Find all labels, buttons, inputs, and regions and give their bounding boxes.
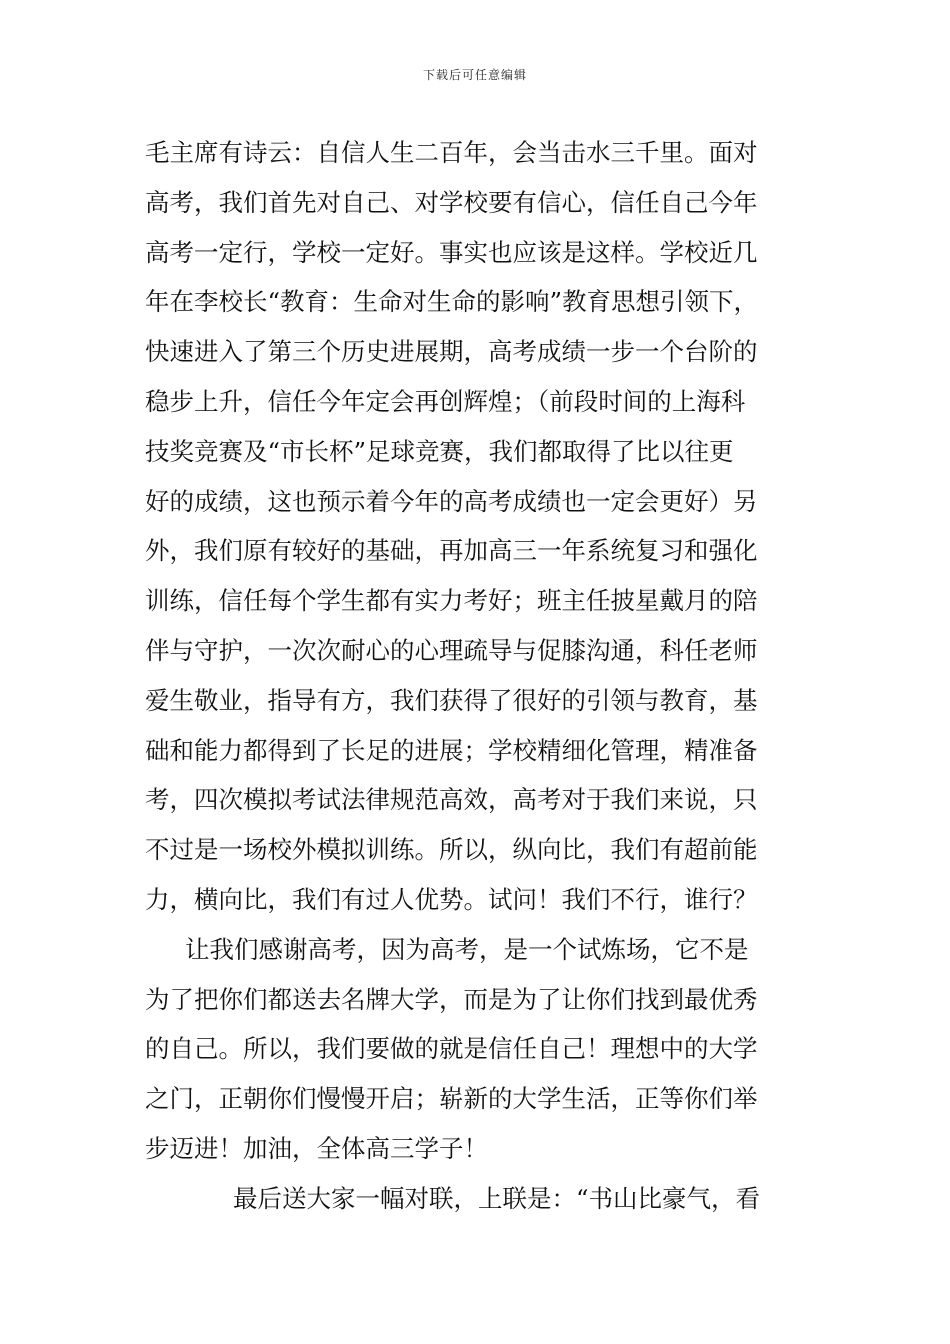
text-line: 为了把你们都送去名牌大学，而是为了让你们找到最优秀 [145, 984, 758, 1014]
text-line: 不过是一场校外模拟训练。所以，纵向比，我们有超前能 [145, 835, 758, 865]
text-line: 好的成绩，这也预示着今年的高考成绩也一定会更好）另 [145, 486, 758, 516]
text-line: 爱生敬业，指导有方，我们获得了很好的引领与教育，基 [145, 685, 758, 715]
text-line: 快速进入了第三个历史进展期，高考成绩一步一个台阶的 [145, 337, 758, 367]
text-line: 训练，信任每个学生都有实力考好；班主任披星戴月的陪 [145, 586, 758, 616]
text-line: 外，我们原有较好的基础，再加高三一年系统复习和强化 [145, 536, 758, 566]
document-body [145, 128, 805, 1224]
text-line: 伴与守护，一次次耐心的心理疏导与促膝沟通，科任老师 [145, 635, 758, 665]
text-line: 高考，我们首先对自己、对学校要有信心，信任自己今年 [145, 187, 758, 217]
text-line: 步迈进！加油，全体高三学子！ [145, 1133, 488, 1163]
page-header: 下载后可任意编辑 [422, 68, 527, 82]
text-line: 技奖竞赛及“市长杯”足球竞赛，我们都取得了比以往更 [145, 436, 734, 466]
text-line: 高考一定行，学校一定好。事实也应该是这样。学校近几 [145, 237, 758, 267]
paragraph-start-line: 最后送大家一幅对联，上联是：“书山比豪气，看 [233, 1183, 761, 1213]
text-line: 力，横向比，我们有过人优势。试问！我们不行，谁行？ [145, 884, 758, 914]
text-line: 之门，正朝你们慢慢开启；崭新的大学生活，正等你们举 [145, 1084, 758, 1114]
text-line: 础和能力都得到了长足的进展；学校精细化管理，精准备 [145, 735, 758, 765]
text-line: 毛主席有诗云：自信人生二百年，会当击水三千里。面对 [145, 138, 758, 167]
text-line: 考，四次模拟考试法律规范高效，高考对于我们来说，只 [145, 785, 758, 815]
paragraph-start-line: 让我们感谢高考，因为高考，是一个试炼场，它不是 [185, 934, 749, 964]
text-line: 稳步上升，信任今年定会再创辉煌；（前段时间的上海科 [145, 386, 746, 416]
text-line: 的自己。所以，我们要做的就是信任自己！理想中的大学 [145, 1034, 758, 1064]
text-line: 年在李校长“教育：生命对生命的影响”教育思想引领下， [145, 287, 759, 317]
